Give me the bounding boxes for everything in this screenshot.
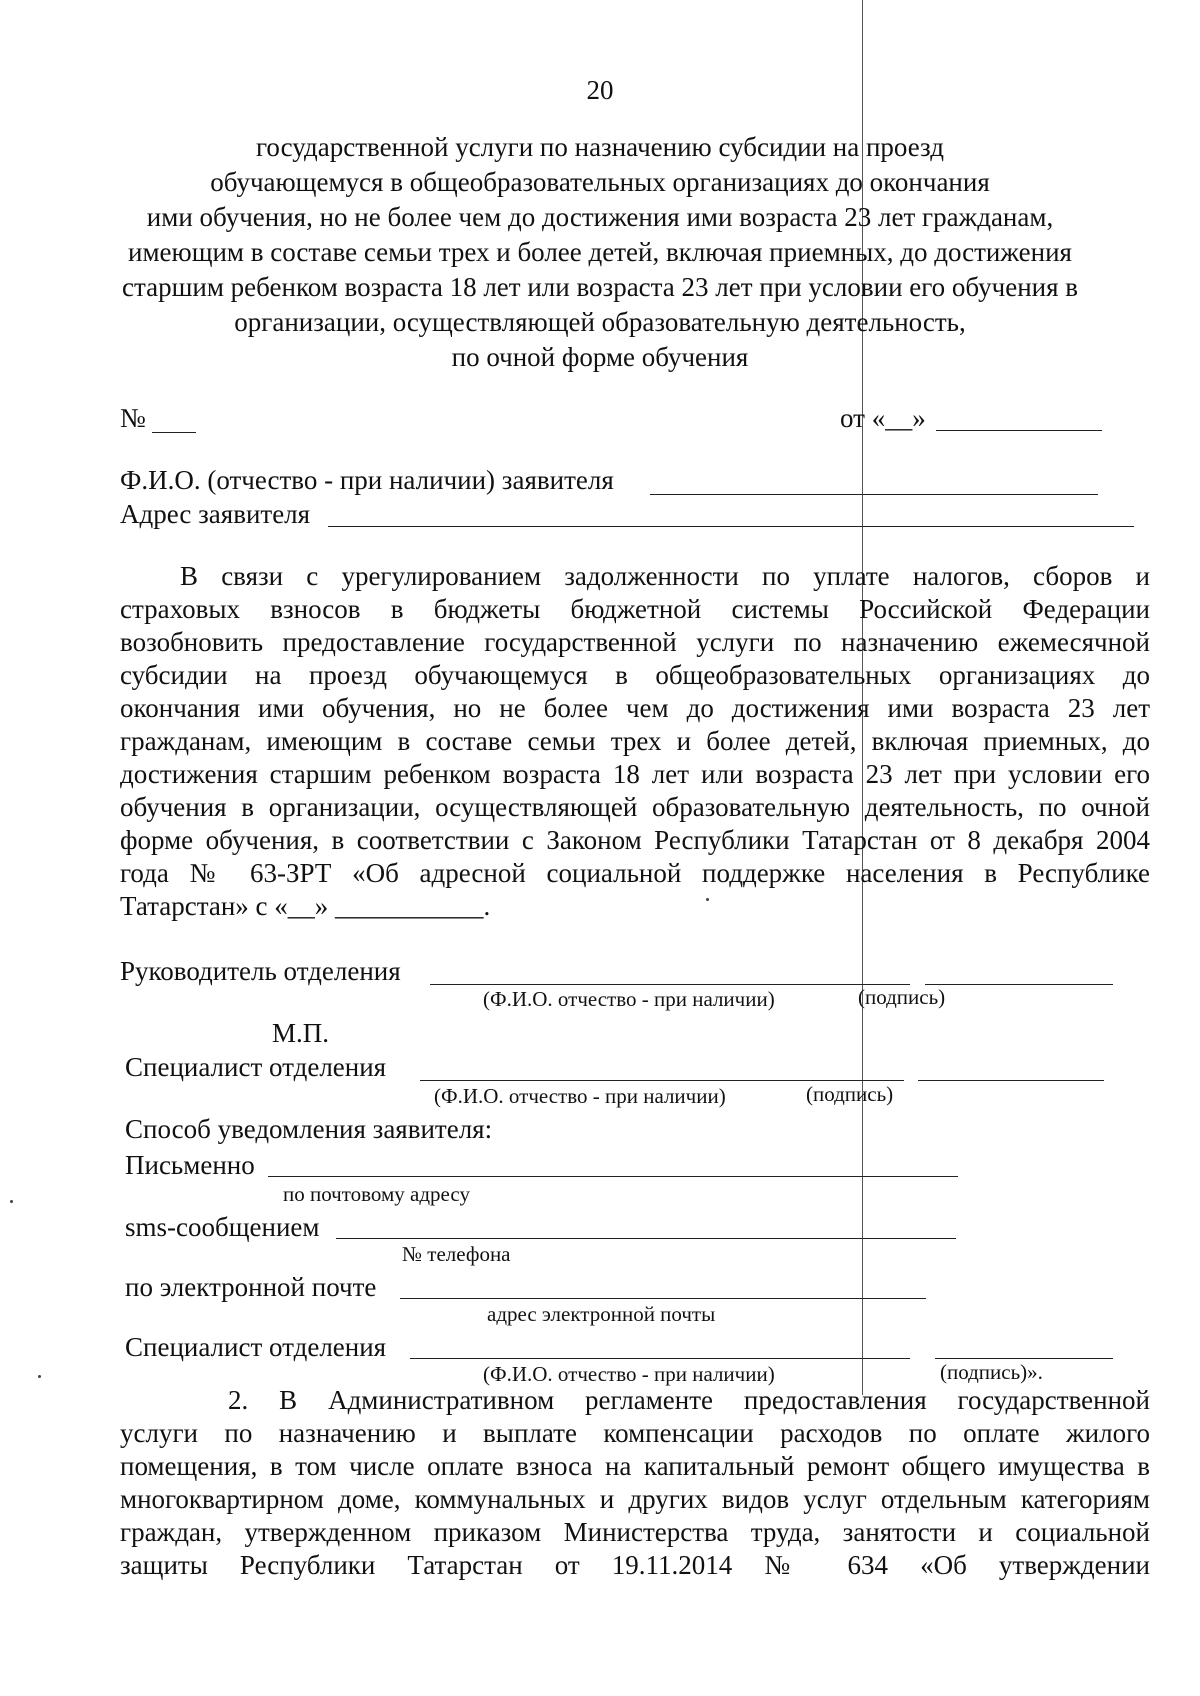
header-line: по очной форме обучения	[451, 342, 749, 372]
email-caption: адрес электронной почты	[487, 1302, 716, 1326]
head-fio-field[interactable]	[430, 984, 910, 985]
header-line: государственной услуги по назначению субсидии на проезд	[256, 132, 944, 162]
paragraph-line: страховых взносов в бюджеты бюджетной системы Российской Федерации	[120, 594, 1150, 624]
paragraph-line: защиты Республики Татарстан от 19.11.2014 № 634 «Об утверждении	[120, 1550, 1150, 1580]
date-label: от «__»	[840, 403, 926, 433]
email-label: по электронной почте	[125, 1272, 377, 1302]
paragraph-line: В связи с урегулированием задолженности по уплате налогов, сборов и	[180, 561, 1150, 591]
number-field[interactable]	[152, 432, 196, 433]
sms-label: sms-сообщением	[125, 1212, 320, 1242]
head-signature-field[interactable]	[925, 984, 1113, 985]
paragraph-line: гражданам, имеющим в составе семьи трех и более детей, включая приемных, до	[120, 726, 1150, 756]
applicant-name-field[interactable]	[650, 494, 1098, 495]
paragraph-line: Татарстан» с «__» ___________.	[120, 891, 491, 921]
paragraph-line: субсидии на проезд обучающемуся в общеобразовательных организациях до	[120, 660, 1150, 690]
written-label: Письменно	[125, 1150, 255, 1180]
phone-caption: № телефона	[402, 1242, 511, 1266]
header-line: обучающемуся в общеобразовательных организациях до окончания	[210, 167, 990, 197]
paragraph-line: года № 63-ЗРТ «Об адресной социальной поддержке населения в Республике	[120, 858, 1150, 888]
fio-caption: (Ф.И.О. отчество - при наличии)	[434, 1084, 726, 1108]
page-number: 20	[586, 75, 614, 105]
paragraph-line: услуги по назначению и выплате компенсации расходов по оплате жилого	[120, 1418, 1150, 1448]
paragraph-line: граждан, утвержденном приказом Министерства труда, занятости и социальной	[120, 1517, 1150, 1547]
number-label: №	[120, 403, 146, 433]
signature-caption: (подпись)	[806, 1082, 894, 1106]
paragraph-line: многоквартирном доме, коммунальных и других видов услуг отдельным категориям	[120, 1484, 1150, 1514]
notification-heading: Способ уведомления заявителя:	[125, 1114, 493, 1144]
specialist-fio-field[interactable]	[420, 1080, 904, 1081]
body-paragraph	[120, 560, 1150, 923]
paragraph-line: 2. В Административном регламенте предоставления государственной	[228, 1385, 1150, 1415]
paragraph-line: помещения, в том числе оплате взноса на капитальный ремонт общего имущества в	[120, 1451, 1150, 1481]
date-field[interactable]	[936, 430, 1102, 431]
fio-caption: (Ф.И.О. отчество - при наличии)	[483, 1362, 775, 1386]
scan-speck	[10, 1200, 13, 1203]
postal-address-field[interactable]	[268, 1176, 958, 1177]
header-line: старшим ребенком возраста 18 лет или возраста 23 лет при условии его обучения в	[121, 272, 1079, 302]
email-field[interactable]	[400, 1298, 926, 1299]
postal-address-caption: по почтовому адресу	[283, 1182, 470, 1206]
paragraph-line: возобновить предоставление государственной услуги по назначению ежемесячной	[120, 627, 1150, 657]
stamp-label: М.П.	[272, 1018, 330, 1048]
applicant-name-label: Ф.И.О. (отчество - при наличии) заявителя	[120, 465, 614, 495]
final-specialist-fio-field[interactable]	[410, 1358, 910, 1359]
final-signature-caption: (подпись)».	[940, 1360, 1043, 1384]
scan-speck	[38, 1375, 41, 1378]
paragraph-line: достижения старшим ребенком возраста 18 лет или возраста 23 лет при условии его	[120, 759, 1150, 789]
header-line: организации, осуществляющей образовательную деятельность,	[234, 307, 966, 337]
fio-caption: (Ф.И.О. отчество - при наличии)	[483, 987, 775, 1011]
header-line: имеющим в составе семьи трех и более детей, включая приемных, до достижения	[128, 237, 1072, 267]
applicant-address-field[interactable]	[328, 526, 1134, 527]
head-of-department-label: Руководитель отделения	[120, 956, 401, 986]
applicant-address-label: Адрес заявителя	[120, 499, 311, 529]
paragraph-line: окончания ими обучения, но не более чем до достижения ими возраста 23 лет	[120, 693, 1150, 723]
phone-field[interactable]	[336, 1238, 956, 1239]
specialist-label: Специалист отделения	[125, 1332, 387, 1362]
header-line: ими обучения, но не более чем до достижения ими возраста 23 лет гражданам,	[146, 202, 1054, 232]
final-specialist-signature-field[interactable]	[935, 1358, 1113, 1359]
specialist-label: Специалист отделения	[125, 1052, 387, 1082]
section-2-paragraph	[120, 1384, 1150, 1582]
specialist-signature-field[interactable]	[918, 1080, 1104, 1081]
paragraph-line: обучения в организации, осуществляющей образовательную деятельность, по очной	[120, 792, 1150, 822]
signature-caption: (подпись)	[858, 985, 946, 1009]
paragraph-line: форме обучения, в соответствии с Законом Республики Татарстан от 8 декабря 2004	[120, 825, 1150, 855]
